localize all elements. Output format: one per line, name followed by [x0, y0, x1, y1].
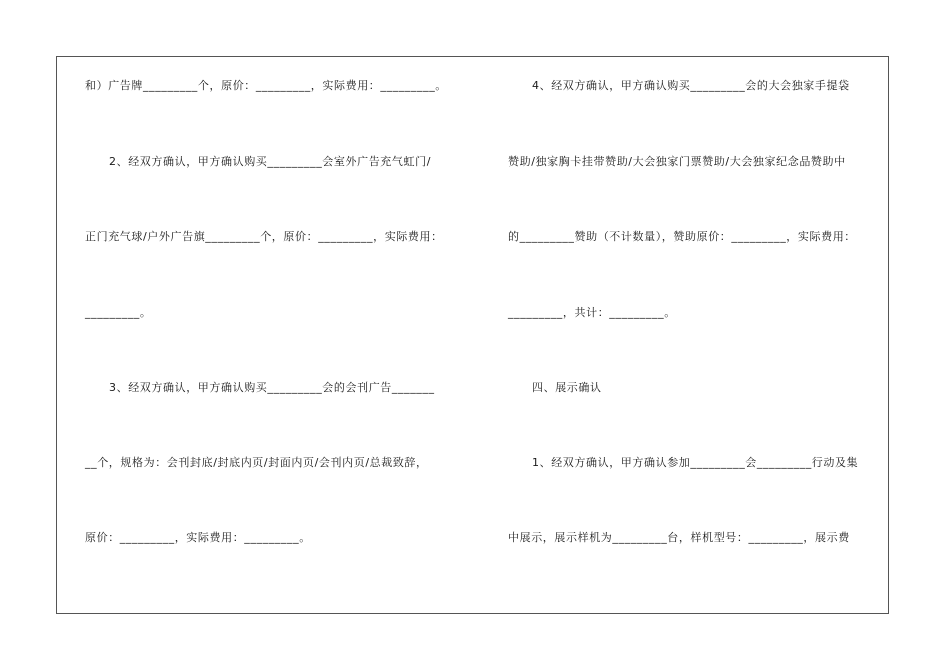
text-line: _________。 — [85, 306, 152, 319]
text-line: __个，规格为：会刊封底/封底内页/封面内页/会刊内页/总裁致辞， — [85, 456, 428, 469]
text-line: 1、经双方确认，甲方确认参加_________会_________行动及集 — [532, 456, 859, 469]
text-line: 和）广告牌_________个，原价：_________，实际费用：_________。 — [85, 79, 447, 92]
text-line: 2、经双方确认，甲方确认购买_________会室外广告充气虹门/ — [109, 155, 432, 168]
text-line: 原价：_________，实际费用：_________。 — [85, 531, 311, 544]
text-line: _________，共计：_________。 — [508, 306, 676, 319]
text-line: 的_________赞助（不计数量），赞助原价：_________，实际费用： — [508, 230, 856, 243]
text-line: 中展示，展示样机为_________台，样机型号：_________，展示费 — [508, 531, 850, 544]
page-frame — [56, 56, 889, 614]
text-line: 3、经双方确认，甲方确认购买_________会的会刊广告_______ — [109, 381, 435, 394]
section-heading: 四、展示确认 — [532, 381, 602, 394]
text-line: 4、经双方确认，甲方确认购买_________会的大会独家手提袋 — [532, 79, 850, 92]
text-line: 正门充气球/户外广告旗_________个，原价：_________，实际费用： — [85, 230, 443, 243]
text-line: 赞助/独家胸卡挂带赞助/大会独家门票赞助/大会独家纪念品赞助中 — [508, 155, 846, 168]
